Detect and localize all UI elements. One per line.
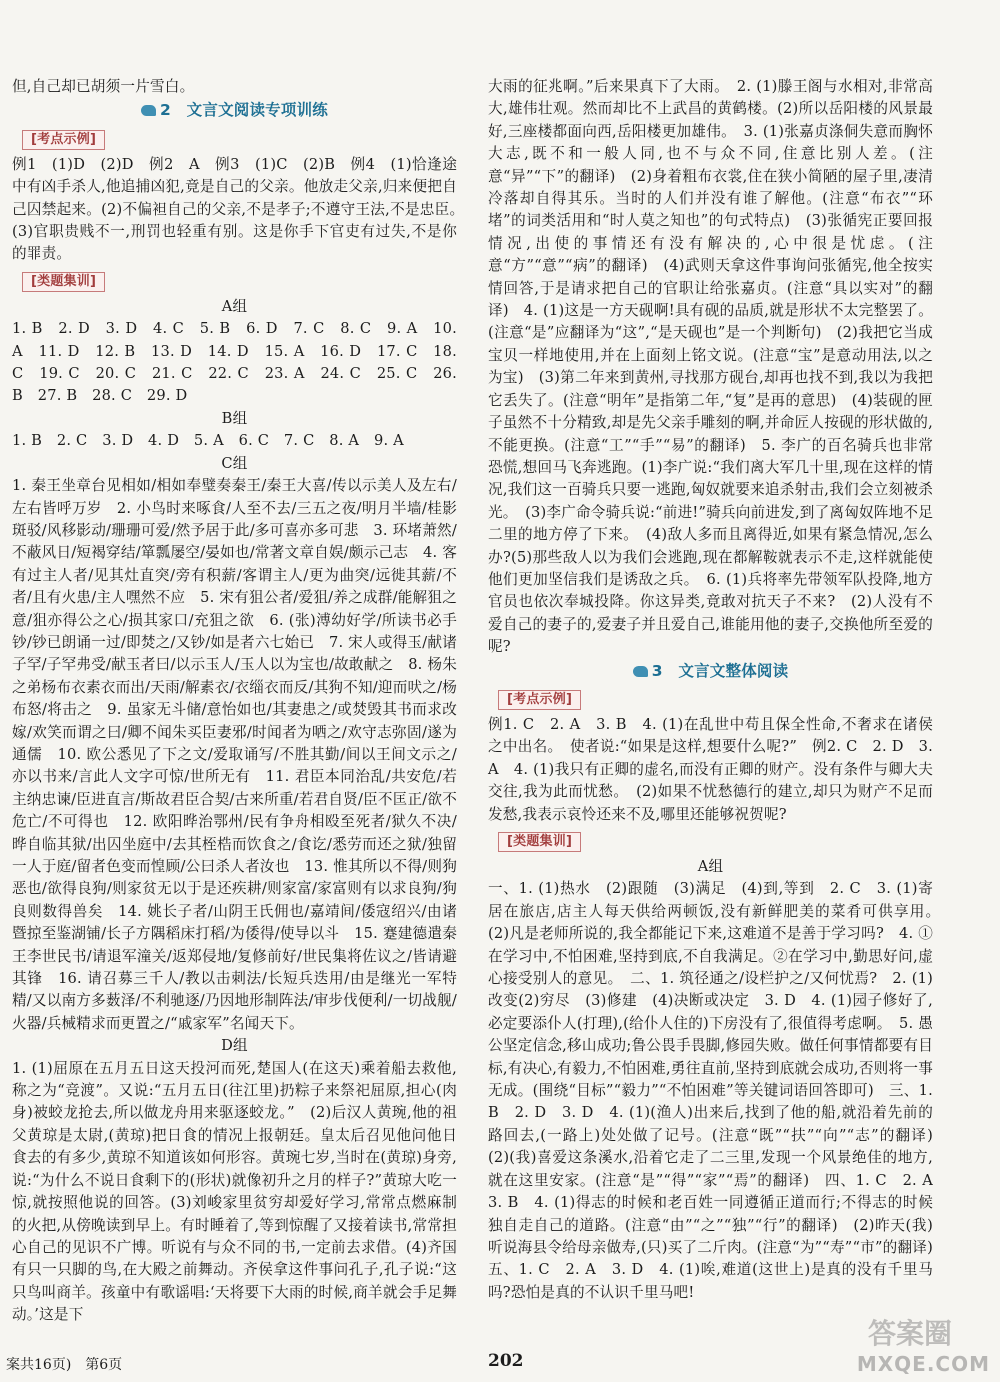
group-c-title: C组	[221, 454, 248, 472]
right-column	[488, 76, 948, 1304]
watermark-url: MXQE.COM	[856, 1352, 990, 1376]
examples-text: 例1 (1)D (2)D 例2 A 例3 (1)C (2)B 例4 (1)恰逢途中有凶手杀人,他追捕凶犯,竟是自己的父亲。他放走父亲,归来便把自己囚禁起来。(2)不偏袒自己的父亲,不是孝子;不遵守王法,不是忠臣。 (3)官职贵贱不一,刑罚也轻重有别。这是你手下官吏有过失,不是你的罪责。	[12, 155, 472, 263]
footer-left-text: 案共16页) 第6页	[6, 1357, 123, 1373]
group-b-title: B组	[221, 409, 248, 427]
leaf-icon	[633, 666, 648, 677]
section-2-title: 2 文言文阅读专项训练	[12, 99, 457, 121]
label-examples: [考点示例]	[498, 690, 581, 710]
label-training: [类题集训]	[498, 832, 581, 852]
watermark-logo-text: 答案圈	[867, 1317, 952, 1350]
continuation-text: 大雨的征兆啊。”后来果真下了大雨。 2. (1)滕王阁与水相对,非常高大,雄伟壮观。然而却比不上武昌的黄鹤楼。(2)所以岳阳楼的风景最好,三座楼都面向西,岳阳楼更加雄伟。 3. (1)张嘉贞涤侗失意而胸怀大志,既不和一般人同,也不与众不同,住意比别人差。(注意“异”“下”的翻译) (2)身着粗布衣裳,住在狭小简陋的屋子里,凄清冷落却自得其乐。当时的人们并没有谁了解他。(注意“布衣”“环堵”的词类活用和“时人莫之知也”的句式特点) (3)张循宪正要回报情况,出使的事情还有没有解决的,心中很是忧虑。(注意“方”“意”“病”的翻译) (4)武则天拿这件事询问张循宪,他全按实情回答,于是请求把自己的官职让给张嘉贞。(注意“具以实对”的翻译) 4. (1)这是一方天砚啊!具有砚的品质,就是形状不太完整罢了。(注意“是”应翻译为“这”,“是天砚也”是一个判断句) (2)我把它当成宝贝一样地使用,并在上面刻上铭文说。(注意“宝”是意动用法,以之为宝) (3)第二年来到黄州,寻找那方砚台,却再也找不到,我以为我把它丢失了。(注意“明年”是指第二年,“复”是再的意思) (4)装砚的匣子虽然不十分精致,却是先父亲手雕刻的啊,并命匠人按砚的形状做的,不能更换。(注意“工”“手”“易”的翻译) 5. 李广的百名骑兵也非常恐慌,想回马飞奔逃跑。(1)李广说:“我们离大军几十里,现在这样的情况,我们这一百骑兵只要一逃跑,匈奴就要来追杀射击,我们会立刻被杀光。 (3)李广命令骑兵说:“前进!”骑兵向前进发,到了离匈奴阵地不足二里的地方停了下来。 (4)敌人多而且离得近,如果有紧急情况,怎么办?(5)那些敌人以为我们会逃跑,现在都解鞍就表示不走,这样就能使他们更加坚信我们是诱敌之兵。 6. (1)兵将率先带领军队投降,地方官员也依次奉城投降。你这异类,竟敢对抗天子不来? (2)人没有不爱自己的妻子的,爱妻子并且爱自己,谁能用他的妻子,交换他所至爱的呢?	[488, 78, 934, 656]
opening-line: 但,自己却已胡须一片雪白。	[12, 78, 195, 95]
section-3-title: 3 文言文整体阅读	[488, 660, 933, 682]
group-d-title: D组	[221, 1037, 248, 1055]
examples-text: 例1. C 2. A 3. B 4. (1)在乱世中苟且保全性命,不奢求在诸侯之中出名。 使者说:“如果是这样,想要什么呢?” 例2. C 2. D 3. A 4. (1)我只有正卿的虚名,而没有正卿的财产。没有条件与卿大夫交往,我为此而忧愁。 (2)如果不忧愁德行的建立,却只为财产不足而发愁,我表示哀怜还来不及,哪里还能够祝贺呢?	[488, 715, 933, 823]
group-c-answers: 1. 秦王坐章台见相如/相如奉璧奏秦王/秦王大喜/传以示美人及左右/左右皆呼万岁 2. 小鸟时来啄食/人至不去/三五之夜/明月半墙/桂影斑驳/风移影动/珊珊可爱/然予居于此/多可喜亦多可悲 3. 环堵萧然/不蔽风日/短褐穿结/箪瓢屡空/晏如也/常著文章自娱/颇示己志 4. 客有过主人者/见其灶直突/旁有积薪/客谓主人/更为曲突/远徙其薪/不者/且有火患/主人嘿然不应 5. 宋有狙公者/爱狙/养之成群/能解狙之意/狙亦得公之心/损其家口/充狙之欲 6. (张)溥幼好学/所读书必手钞/钞已朗诵一过/即焚之/又钞/如是者六七始已 7. 宋人或得玉/献诸子罕/子罕弗受/献玉者曰/以示玉人/玉人以为宝也/故敢献之 8. 杨朱之弟杨布衣素衣而出/天雨/解素衣/衣缁衣而反/其狗不知/迎而吠之/杨布怒/将击之 9. 虽家无斗储/意怡如也/其妻患之/或焚毁其书而求改嫁/欢笑而谓之曰/卿不闻朱买臣妻邪/时闻者为哂之/欢守志弥固/遂为通儒 10. 欧公悉见了下之文/爱取诵写/不胜其勤/间以王间文示之/亦以书来/言此人文字可惊/世所无有 11. 君臣本同治乱/共安危/若主纳忠谏/臣进直言/斯故君臣合契/古来所重/若君自贤/臣不匡正/欲不危亡/不可得也 12. 欧阳晔治鄂州/民有争舟相殴至死者/狱久不决/晔自临其狱/出囚坐庭中/去其桎梏而饮食之/食讫/悉劳而还之狱/独留一人于庭/留者色变而惶顾/公曰杀人者汝也 13. 惟其所以不得/则狗恶也/欲得良狗/则家贫无以于是还疾耕/则家富/家富则有以求良狗/狗良则数得兽矣 14. 姚长子者/山阴王氏佣也/嘉靖间/倭寇绍兴/由诸暨掠至鉴湖铺/长子方隅稻床打稻/为倭得/使导以斗 15. 蹇建德遣秦王李世民书/请退军潼关/返郑侵地/复修前好/世民集将佐议之/皆请避其锋 16. 请召募三千人/教以击刺法/长短兵迭用/由是继光一军特精/又以南方多薮泽/不利驰逐/乃因地形制阵法/审步伐便利/一切战舰/火器/兵械精求而更置之/“戚家军”名闻天下。	[12, 477, 457, 1032]
group-a-title: A组	[221, 297, 248, 315]
group-a-answers: 一、1. (1)热水 (2)跟随 (3)满足 (4)到,等到 2. C 3. (1)寄居在旅店,店主人每天供给两顿饭,没有新鲜肥美的菜肴可供享用。 (2)凡是老师所说的,我全都能记下来,这难道不是善于学习吗? 4. ①在学习中,不怕困难,坚持到底,不自我满足。②在学习中,勤思好问,虚心接受别人的意见。 二、1. 筑径通之/设栏护之/又何忧焉? 2. (1)改变(2)穷尽 (3)修建 (4)决断或决定 3. D 4. (1)园子修好了,必定要添仆人(打理),(给仆人住的)下房没有了,很值得考虑啊。 5. 愚公坚定信念,移山成功;鲁公畏手畏脚,修园失败。做任何事情都要有目标,有决心,有毅力,不怕困难,勇往直前,坚持到底就会成功,否则将一事无成。(围绕“目标”“毅力”“不怕困难”等关键词语回答即可) 三、1. B 2. D 3. D 4. (1)(渔人)出来后,找到了他的船,就沿着先前的路回去,(一路上)处处做了记号。(注意“既”“扶”“向”“志”的翻译) (2)(我)喜爱这条溪水,沿着它走了二三里,发现一个风景绝佳的地方,就在这里安家。(注意“是”“得”“家”“焉”的翻译) 四、1. C 2. A 3. B 4. (1)得志的时候和老百姓一同遵循正道而行;不得志的时候独自走自己的道路。(注意“由”“之”“独”“行”的翻译) (2)昨天(我)听说海县令给母亲做寿,(只)买了二斤肉。(注意“为”“寿”“市”的翻译) 五、1. C 2. A 3. D 4. (1)唉,难道(这世上)是真的没有千里马吗?恐怕是真的不认识千里马吧!	[488, 880, 948, 1301]
label-examples: [考点示例]	[22, 130, 105, 150]
leaf-icon	[141, 105, 156, 116]
group-a-answers: 1. B 2. D 3. D 4. C 5. B 6. D 7. C 8. C 9. A 10. A 11. D 12. B 13. D 14. D 15. A 16. D 17. C 18. C 19. C 20. C 21. C 22. C 23. A 24. C 25. C 26. B 27. B 28. C 29. D	[12, 320, 457, 405]
left-column	[12, 76, 472, 1327]
group-a-title: A组	[697, 858, 724, 875]
label-training: [类题集训]	[22, 272, 105, 292]
group-d-answers: 1. (1)屈原在五月五日这天投河而死,楚国人(在这天)乘着船去救他,称之为“竞渡”。又说:“五月五日(往江里)扔粽子来祭祀屈原,担心(肉身)被蛟龙抢去,所以做龙舟用来驱逐蛟龙。” (2)后汉人黄琬,他的祖父黄琼是太尉,(黄琼)把日食的情况上报朝廷。皇太后召见他问他日食去的有多少,黄琼不知道该如何形容。黄琬七岁,当时在(黄琼)身旁,说:“为什么不说日食剩下的(形状)就像初升之月的样子?”黄琼大吃一惊,就按照他说的回答。(3)刘峻家里贫穷却爱好学习,常常点燃麻制的火把,从傍晚读到早上。有时睡着了,等到惊醒了又接着读书,常常担心自己的见识不广博。听说有与众不同的书,一定前去求借。(4)齐国有只一只脚的鸟,在大殿之前舞动。齐侯拿这件事问孔子,孔子说:“这只鸟叫商羊。孩童中有歌谣唱:‘天将要下大雨的时候,商羊就会手足舞动。’这是下	[12, 1059, 457, 1324]
page-number: 202	[488, 1351, 524, 1371]
group-b-answers: 1. B 2. C 3. D 4. D 5. A 6. C 7. C 8. A 9. A	[12, 432, 404, 450]
